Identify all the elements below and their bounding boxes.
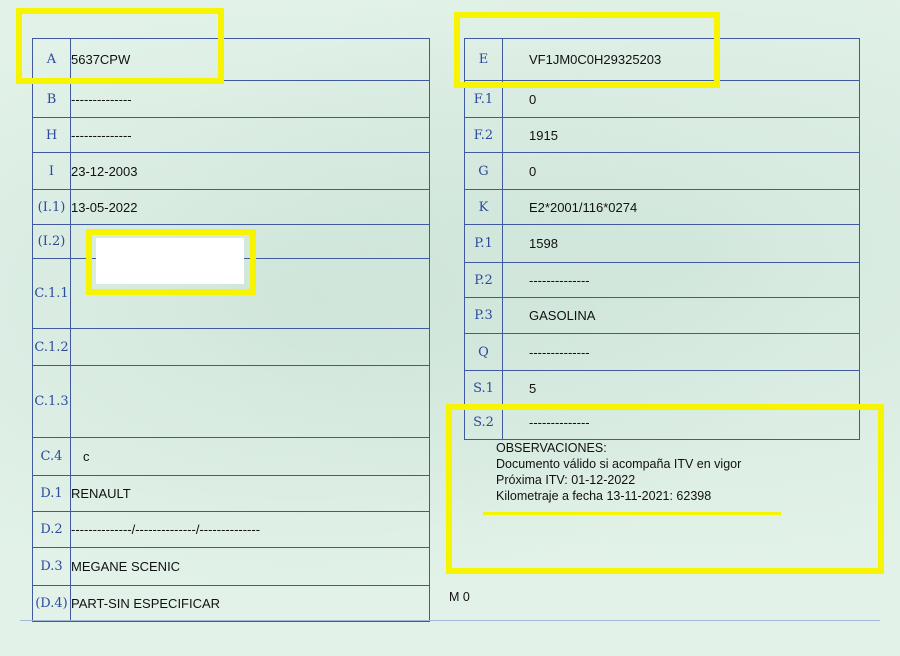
field-value: GASOLINA	[503, 298, 860, 334]
field-code: S.2	[465, 406, 503, 440]
field-value: 0	[503, 81, 860, 118]
field-row-d3	[33, 548, 430, 586]
field-value: PART-SIN ESPECIFICAR	[71, 586, 430, 622]
field-value: 13-05-2022	[71, 190, 430, 225]
field-code: Q	[465, 334, 503, 371]
field-code: C.4	[33, 438, 71, 476]
field-code: C.1.1	[33, 259, 71, 329]
field-row-c4	[33, 438, 430, 476]
field-code: C.1.3	[33, 366, 71, 438]
field-value: --------------	[71, 81, 430, 118]
field-row-d2	[33, 512, 430, 548]
observations-title: OBSERVACIONES:	[496, 441, 607, 455]
field-value: --------------	[503, 334, 860, 371]
field-row-q	[465, 334, 860, 371]
field-value: MEGANE SCENIC	[71, 548, 430, 586]
field-code: P.1	[465, 225, 503, 263]
field-row-i1	[33, 190, 430, 225]
field-row-c13	[33, 366, 430, 438]
field-value: --------------/--------------/--------------	[71, 512, 430, 548]
field-code: I	[33, 153, 71, 190]
field-code: H	[33, 118, 71, 153]
field-value: 1598	[503, 225, 860, 263]
field-row-s1	[465, 371, 860, 406]
field-code: P.3	[465, 298, 503, 334]
field-row-i	[33, 153, 430, 190]
field-value	[71, 366, 430, 438]
field-value: 5637CPW	[71, 39, 430, 81]
field-row-k	[465, 190, 860, 225]
field-row-h	[33, 118, 430, 153]
field-value: VF1JM0C0H29325203	[503, 39, 860, 81]
highlight-box-redacted	[86, 229, 256, 295]
field-code: (I.2)	[33, 225, 71, 259]
field-code: S.1	[465, 371, 503, 406]
field-code: D.3	[33, 548, 71, 586]
field-code: D.1	[33, 476, 71, 512]
field-value: --------------	[503, 263, 860, 298]
field-code: P.2	[465, 263, 503, 298]
right-fields-table	[464, 38, 860, 440]
field-row-d4	[33, 586, 430, 622]
field-value: RENAULT	[71, 476, 430, 512]
observation-line: Kilometraje a fecha 13-11-2021: 62398	[496, 489, 712, 503]
field-code: K	[465, 190, 503, 225]
highlight-box-plate	[16, 8, 224, 84]
field-code: A	[33, 39, 71, 81]
field-code: (I.1)	[33, 190, 71, 225]
left-fields-table	[32, 38, 430, 622]
field-code: F.2	[465, 118, 503, 153]
sheet-edge-line	[20, 620, 880, 621]
highlight-box-vin	[454, 12, 720, 88]
field-code: G	[465, 153, 503, 190]
field-value: c	[71, 438, 430, 476]
field-row-b	[33, 81, 430, 118]
field-row-p1	[465, 225, 860, 263]
observation-line: Documento válido si acompaña ITV en vigor	[496, 457, 742, 471]
field-value: --------------	[71, 118, 430, 153]
field-row-p2	[465, 263, 860, 298]
field-value	[71, 329, 430, 366]
field-value: E2*2001/116*0274	[503, 190, 860, 225]
field-row-p3	[465, 298, 860, 334]
field-value: 5	[503, 371, 860, 406]
field-row-c12	[33, 329, 430, 366]
field-code: F.1	[465, 81, 503, 118]
footer-code: M 0	[449, 590, 470, 604]
observation-line: Próxima ITV: 01-12-2022	[496, 473, 636, 487]
field-value: --------------	[503, 406, 860, 440]
field-code: C.1.2	[33, 329, 71, 366]
field-code: B	[33, 81, 71, 118]
field-value: 0	[503, 153, 860, 190]
field-row-f2	[465, 118, 860, 153]
field-row-d1	[33, 476, 430, 512]
field-code: D.2	[33, 512, 71, 548]
field-value: 1915	[503, 118, 860, 153]
field-row-g	[465, 153, 860, 190]
field-code: E	[465, 39, 503, 81]
field-code: (D.4)	[33, 586, 71, 622]
field-value: 23-12-2003	[71, 153, 430, 190]
highlight-box-observations	[446, 404, 884, 574]
